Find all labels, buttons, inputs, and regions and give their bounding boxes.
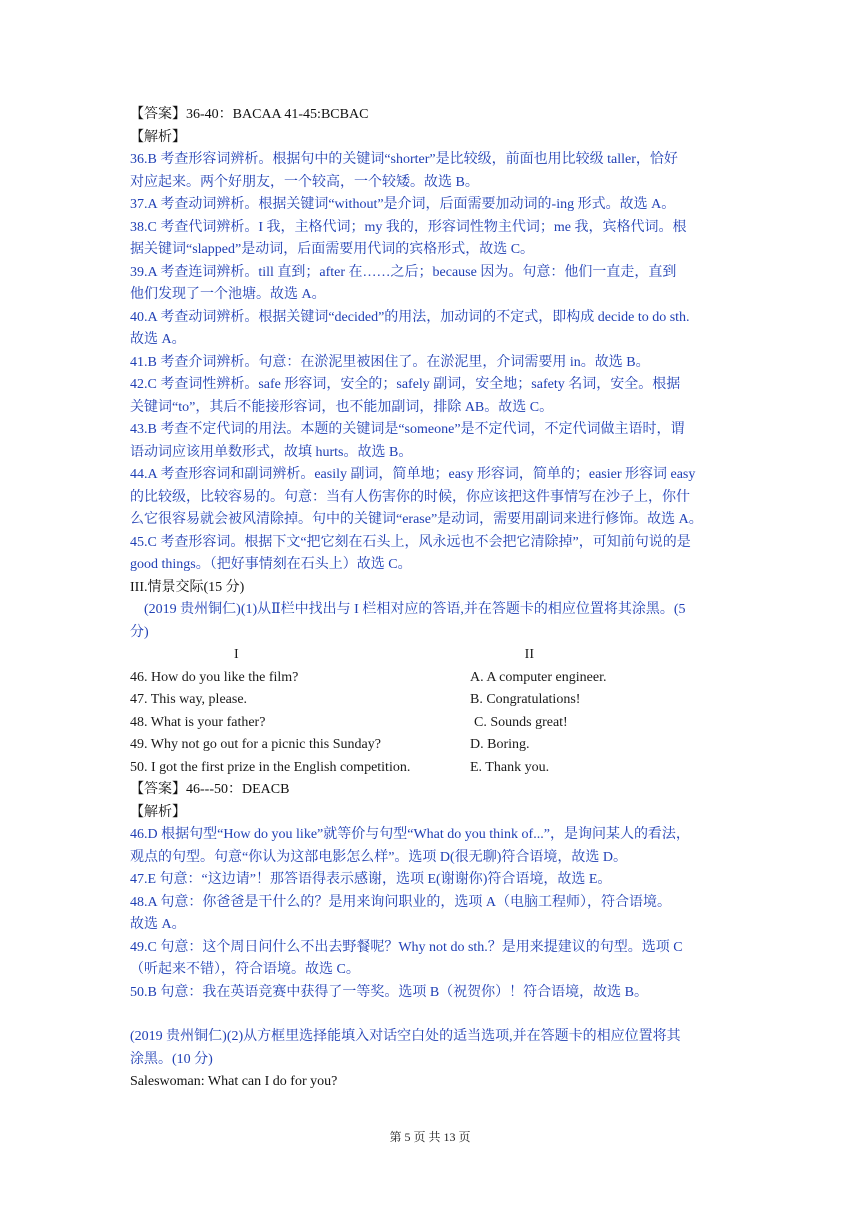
question-text: 46. How do you like the film? (130, 669, 299, 685)
question-text: 48. What is your father? (130, 714, 266, 730)
matching-header (130, 644, 730, 667)
analysis-line: 关键词“to”，其后不能接形容词，也不能加副词，排除 AB。故选 C。 (130, 399, 554, 415)
analysis-line: good things。（把好事情刻在石头上）故选 C。 (130, 557, 412, 572)
analysis-36-45 (130, 149, 730, 577)
analysis-label: 【解析】 (130, 129, 186, 145)
matching-row (130, 757, 730, 780)
analysis-line: 47.E 句意：“这边请”！那答语得表示感谢，选项 E(谢谢你)符合语境，故选 E。 (130, 872, 612, 887)
analysis-line: 语动词应该用单数形式，故填 hurts。故选 B。 (130, 444, 413, 460)
analysis-line: 42.C 考查词性辨析。safe 形容词，安全的；safely 副词，安全地；safety 名词，安全。根据 (130, 377, 681, 392)
analysis-line: 观点的句型。句意“你认为这部电影怎么样”。选项 D(很无聊)符合语境，故选 D。 (130, 849, 627, 865)
document-page (130, 104, 730, 1094)
answer-option: D. Boring. (470, 737, 530, 752)
answer-46-50: 【答案】46---50：DEACB (130, 782, 290, 797)
analysis-line: 44.A 考查形容词和副词辨析。easily 副词，简单地；easy 形容词，简单的；easier 形容词 easy (130, 467, 696, 482)
question-text: 47. This way, please. (130, 692, 248, 707)
column-header-ii: II (524, 647, 534, 662)
matching-row (130, 712, 730, 735)
page-footer: 第 5 页 共 13 页 (389, 1130, 471, 1144)
answer-option: E. Thank you. (470, 759, 550, 775)
matching-row (130, 734, 730, 757)
analysis-line: 37.A 考查动词辨析。根据关键词“without”是介词，后面需要加动词的-ing 形式。故选 A。 (130, 197, 676, 212)
analysis-line: 45.C 考查形容词。根据下文“把它刻在石头上，风永远也不会把它清除掉”，可知前句说的是 (130, 534, 691, 550)
column-header-i: I (234, 647, 239, 662)
analysis-line: 40.A 考查动词辨析。根据关键词“decided”的用法，加动词的不定式，即构成 decide to do sth. (130, 309, 690, 325)
answer-option: B. Congratulations! (470, 692, 581, 707)
analysis-line: 他们发现了一个池塘。故选 A。 (130, 287, 326, 302)
instruction-text: (2019 贵州铜仁)(2)从方框里选择能填入对话空白处的适当选项,并在答题卡的相应位置将其 (130, 1029, 681, 1044)
answer-36-45: 【答案】36-40：BACAA 41-45:BCBAC (130, 107, 369, 122)
analysis-line: 的比较级，比较容易的。句意：当有人伤害你的时候，你应该把这件事情写在沙子上，你什 (130, 489, 690, 505)
analysis-line: 50.B 句意：我在英语竞赛中获得了一等奖。选项 B（祝贺你）！符合语境，故选 B。 (130, 984, 649, 1000)
analysis-line: 46.D 根据句型“How do you like”就等价与句型“What do you think of...”，是询问某人的看法， (130, 827, 690, 842)
analysis-line: 据关键词“slapped”是动词，后面需要用代词的宾格形式，故选 C。 (130, 242, 535, 257)
analysis-line: 49.C 句意：这个周日问什么不出去野餐呢？Why not do sth.？是用来提建议的句型。选项 C (130, 939, 683, 955)
instruction-text: 分) (130, 624, 149, 640)
analysis-line: 对应起来。两个好朋友，一个较高，一个较矮。故选 B。 (130, 174, 479, 190)
analysis-line: 48.A 句意：你爸爸是干什么的？是用来询问职业的，选项 A（电脑工程师），符合语境。 (130, 894, 671, 910)
instruction-text: (2019 贵州铜仁)(1)从Ⅱ栏中找出与 I 栏相对应的答语,并在答题卡的相应位置将其涂黑。(5 (144, 602, 686, 617)
question-text: 49. Why not go out for a picnic this Sunday? (130, 737, 381, 752)
analysis-line: 么它很容易就会被风清除掉。句中的关键词“erase”是动词，需要用副词来进行修饰。故选 A。 (130, 512, 703, 527)
dialog-line: Saleswoman: What can I do for you? (130, 1074, 338, 1089)
analysis-46-50 (130, 824, 730, 1004)
matching-row (130, 667, 730, 690)
analysis-line: 43.B 考查不定代词的用法。本题的关键词是“someone”是不定代词，不定代词做主语时，谓 (130, 422, 685, 437)
analysis-line: 41.B 考查介词辨析。句意：在淤泥里被困住了。在淤泥里，介词需要用 in。故选 B。 (130, 354, 650, 370)
analysis-line: 故选 A。 (130, 917, 186, 932)
analysis-line: 38.C 考查代词辨析。I 我，主格代词；my 我的，形容词性物主代词；me 我，宾格代词。根 (130, 219, 687, 235)
question-text: 50. I got the first prize in the English competition. (130, 759, 411, 775)
matching-row (130, 689, 730, 712)
analysis-label: 【解析】 (130, 804, 186, 820)
analysis-line: 36.B 考查形容词辨析。根据句中的关键词“shorter”是比较级，前面也用比较级 taller，恰好 (130, 152, 678, 167)
answer-option: A. A computer engineer. (470, 669, 607, 685)
analysis-line: 39.A 考查连词辨析。till 直到；after 在……之后；because 因为。句意：他们一直走，直到 (130, 264, 677, 280)
section-heading: III.情景交际(15 分) (130, 579, 245, 595)
analysis-line: 故选 A。 (130, 332, 186, 347)
answer-option: C. Sounds great! (474, 714, 568, 730)
matching-table (130, 667, 730, 780)
spacer (130, 1004, 730, 1026)
analysis-line: （听起来不错），符合语境。故选 C。 (130, 962, 360, 977)
instruction-text: 涂黑。(10 分) (130, 1051, 213, 1067)
